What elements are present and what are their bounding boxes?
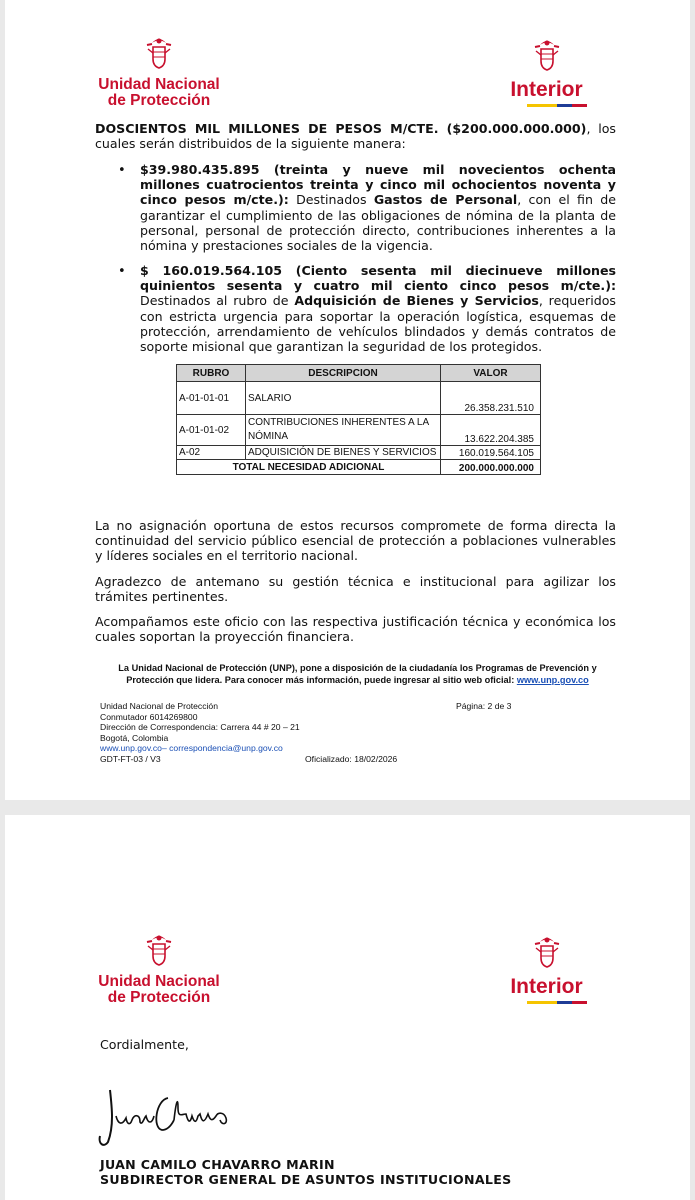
unp-logo (96, 33, 222, 109)
signer-block (100, 1157, 511, 1187)
footer-oficializado: Oficializado: 18/02/2026 (305, 754, 398, 764)
paragraph-annex: Acompañamos este oficio con las respectiva justificación técnica y económica los cuales soportan la proyección financiera. (95, 614, 616, 645)
table-cell-valor: 13.622.204.385 (441, 415, 541, 446)
footer-contact (100, 701, 300, 764)
table-cell-valor: 26.358.231.510 (441, 382, 541, 415)
footer-address: Dirección de Correspondencia: Carrera 44 # 20 – 21 (100, 722, 300, 732)
table-header: RUBRO (177, 365, 246, 382)
intro-text: , los cuales serán distribuidos de la siguiente manera: (95, 121, 616, 152)
footer-web-link[interactable]: www.unp.gov.co (100, 743, 162, 753)
colombia-coat-of-arms-icon (532, 932, 562, 970)
table-cell-descripcion: CONTRIBUCIONES INHERENTES A LA NÓMINA (246, 415, 441, 446)
footer-separator: – (161, 743, 170, 753)
table-header-row (177, 365, 541, 382)
footer-note (95, 662, 620, 686)
paragraph-impact: La no asignación oportuna de estos recursos compromete de forma directa la continuidad del servicio público esencial de protección a poblaciones vulnerables y líderes sociales en el territorio nacional. (95, 518, 616, 564)
bullet1-amount: $39.980.435.895 (treinta y nueve mil novecientos ochenta millones cuatrocientos treinta y cinco mil ochocientos noventa y cinco pesos m/cte.): (140, 162, 616, 208)
footer-email-link[interactable]: correspondencia@unp.gov.co (169, 743, 283, 753)
colombia-coat-of-arms-icon (532, 35, 562, 73)
bullet2-amount: $ 160.019.564.105 (Ciento sesenta mil diecinueve millones quinientos sesenta y cuatro mil ciento cinco pesos m/cte.): (140, 263, 616, 294)
table-row (177, 415, 541, 446)
colombia-coat-of-arms-icon (144, 33, 174, 71)
interior-logo (499, 35, 594, 107)
table-total-label: TOTAL NECESIDAD ADICIONAL (177, 460, 441, 475)
signer-title: SUBDIRECTOR GENERAL DE ASUNTOS INSTITUCIONALES (100, 1172, 512, 1187)
flag-stripe (527, 1001, 587, 1004)
table-header: VALOR (441, 365, 541, 382)
table-cell-rubro: A-02 (177, 446, 246, 460)
page-number: Página: 2 de 3 (456, 701, 512, 711)
intro-paragraph (95, 121, 616, 151)
table-header: DESCRIPCION (246, 365, 441, 382)
footer-doc-code: GDT-FT-03 / V3 (100, 753, 161, 764)
bullet-marker: • (118, 264, 126, 279)
bullet-bienes (140, 263, 616, 354)
footer-phone: Conmutador 6014269800 (100, 711, 198, 722)
bullet1-text: Destinados (288, 192, 374, 208)
bullet2-text-rest: , requeridos con estricta urgencia para soportar la operación logística, esquemas de protección, arrendamiento de vehículos blindados y demás contratos de soporte misional que garantizan la seguridad de los protegidos. (140, 293, 616, 355)
table-total-row (177, 460, 541, 475)
unp-logo (96, 930, 222, 1006)
budget-table (176, 364, 541, 475)
footer-note-text: La Unidad Nacional de Protección (UNP), pone a disposición de la ciudadanía los Programas de Prevención y Protección que lidera. Para conocer más información, puede ingresar al sitio web oficial: (118, 663, 597, 685)
table-cell-rubro: A-01-01-02 (177, 415, 246, 446)
interior-logo-text: Interior (510, 78, 583, 101)
handwritten-signature (96, 1078, 236, 1150)
table-cell-valor: 160.019.564.105 (441, 446, 541, 460)
table-cell-rubro: A-01-01-01 (177, 382, 246, 415)
intro-amount: DOSCIENTOS MIL MILLONES DE PESOS M/CTE. ($200.000.000.000) (95, 121, 587, 136)
bullet1-category: Gastos de Personal (373, 192, 518, 208)
bullet-marker: • (118, 163, 126, 178)
flag-stripe (527, 104, 587, 107)
interior-logo (499, 932, 594, 1004)
bullet-personal (140, 162, 616, 253)
table-row (177, 382, 541, 415)
closing-salutation: Cordialmente, (100, 1037, 189, 1052)
bullet2-category: Adquisición de Bienes y Servicios (294, 293, 539, 309)
table-total-value: 200.000.000.000 (441, 460, 541, 475)
unp-logo-line1: Unidad Nacional (98, 76, 220, 93)
footer-org: Unidad Nacional de Protección (100, 701, 218, 711)
interior-logo-text: Interior (510, 975, 583, 998)
unp-logo-line1: Unidad Nacional (98, 973, 220, 990)
footer-city: Bogotá, Colombia (100, 732, 169, 743)
signer-name: JUAN CAMILO CHAVARRO MARIN (100, 1157, 335, 1172)
bullet2-text: Destinados al rubro de (140, 293, 295, 309)
table-cell-descripcion: ADQUISICIÓN DE BIENES Y SERVICIOS (246, 446, 441, 460)
unp-logo-line2: de Protección (107, 92, 211, 109)
paragraph-thanks: Agradezco de antemano su gestión técnica e institucional para agilizar los trámites pertinentes. (95, 574, 616, 605)
colombia-coat-of-arms-icon (144, 930, 174, 968)
table-row (177, 446, 541, 460)
unp-logo-line2: de Protección (107, 989, 211, 1006)
bullet1-text-rest: , con el fin de garantizar el cumplimiento de las obligaciones de nómina de la planta de personal, personal de protección directo, contribuciones inherentes a la nómina y prestaciones sociales de la vigencia. (140, 192, 616, 254)
footer-website-link[interactable]: www.unp.gov.co (516, 675, 589, 685)
table-cell-descripcion: SALARIO (246, 382, 441, 415)
